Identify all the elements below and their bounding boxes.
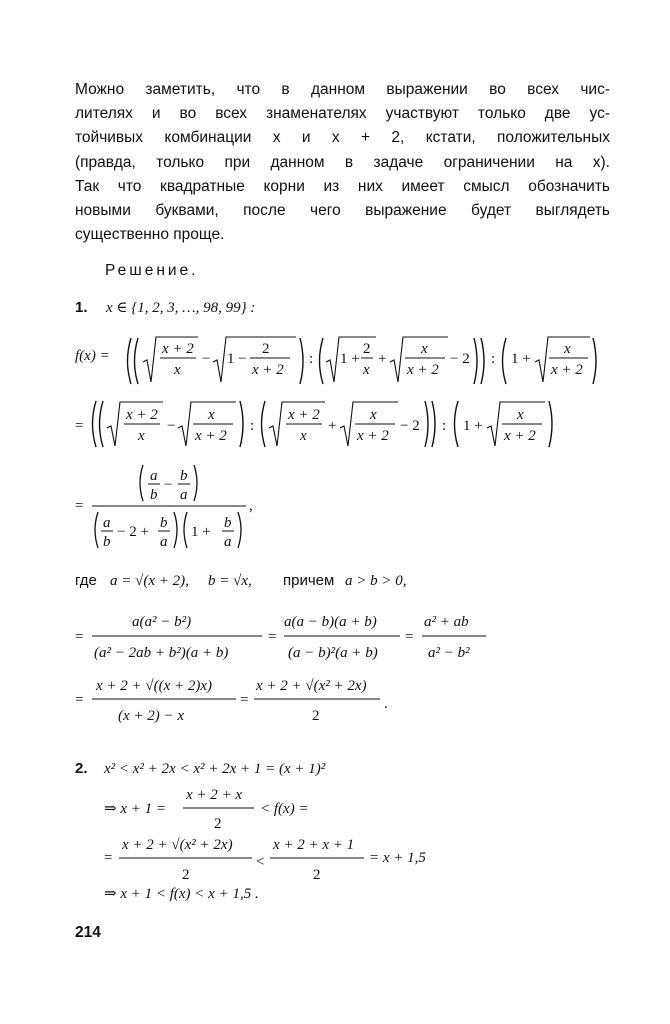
svg-text:=: = [240, 692, 249, 708]
svg-text:x² < x² + 2x < x² + 2x + 1 = (: x² < x² + 2x < x² + 2x + 1 = (x + 1)² [104, 761, 326, 777]
svg-text:(x + 2) − x: (x + 2) − x [118, 708, 185, 724]
svg-text:x + 2: x + 2 [504, 428, 536, 444]
svg-text:2: 2 [363, 341, 371, 357]
svg-text:b: b [224, 515, 232, 531]
svg-text:a(a − b)(a + b): a(a − b)(a + b) [284, 614, 377, 630]
svg-text:=: = [104, 850, 113, 866]
svg-text:a(a² − b²): a(a² − b²) [132, 614, 192, 630]
svg-text:=: = [75, 418, 84, 434]
svg-text:−: − [167, 418, 176, 434]
svg-text:b: b [160, 515, 168, 531]
svg-text:x + 2 + x: x + 2 + x [186, 787, 243, 803]
svg-text:a: a [160, 534, 168, 550]
svg-text:2: 2 [262, 341, 270, 357]
svg-text:a: a [180, 487, 188, 503]
svg-text:2: 2 [214, 816, 222, 832]
svg-text:x: x [138, 428, 145, 444]
svg-text:+: + [328, 418, 337, 434]
svg-text:a: a [224, 534, 232, 550]
svg-text:a² + ab: a² + ab [424, 614, 469, 630]
svg-text:x + 2: x + 2 [195, 428, 227, 444]
formula-line-2 [75, 401, 552, 447]
step-2 [75, 760, 426, 902]
svg-text:1 +: 1 + [340, 351, 360, 367]
svg-text:x: x [564, 341, 571, 357]
text-line: Так что квадратные корни из них имеет смысл обозначить [75, 177, 610, 195]
svg-text:x: x [300, 428, 307, 444]
svg-text:x: x [174, 362, 181, 378]
svg-text:x: x [208, 407, 215, 423]
svg-text:1 +: 1 + [511, 351, 531, 367]
svg-text:− 2: − 2 [450, 351, 470, 367]
svg-text:a > b > 0,: a > b > 0, [345, 573, 407, 589]
text-line: Можно заметить, что в данном выражении во всех чис- [75, 81, 610, 98]
step-number: 1. [75, 299, 88, 316]
formula-line-6 [75, 678, 388, 724]
svg-text:< f(x) =: < f(x) = [260, 801, 309, 817]
svg-text:x + 2: x + 2 [252, 362, 284, 378]
svg-text:x: x [363, 362, 370, 378]
svg-text:1 −: 1 − [227, 351, 247, 367]
svg-text:где: где [75, 572, 97, 589]
svg-text:2: 2 [313, 867, 321, 883]
f-label: f(x) = [75, 348, 110, 364]
svg-text:b: b [103, 534, 111, 550]
svg-text:⇒ x + 1 =: ⇒ x + 1 = [104, 801, 166, 817]
svg-text:2.: 2. [75, 760, 88, 777]
svg-text:x: x [421, 341, 428, 357]
svg-text:,: , [249, 498, 253, 514]
text-line: тойчивых комбинации x и x + 2, кстати, положительных [75, 129, 610, 147]
svg-text:= x + 1,5: = x + 1,5 [369, 850, 426, 866]
svg-text::: : [309, 351, 314, 367]
page-number: 214 [75, 924, 101, 941]
svg-text:=: = [75, 629, 84, 645]
svg-text:x + 2 + √(x² + 2x): x + 2 + √(x² + 2x) [122, 837, 233, 853]
svg-text:a = √(x + 2),: a = √(x + 2), [110, 573, 189, 589]
svg-text:x + 2 + √(x² + 2x): x + 2 + √(x² + 2x) [256, 678, 367, 694]
svg-text:x + 2: x + 2 [126, 407, 158, 423]
svg-text:x + 2: x + 2 [551, 362, 583, 378]
svg-text:x + 2: x + 2 [162, 341, 194, 357]
text-line: (правда, только при данном в задаче ограничении на x). [75, 153, 610, 171]
svg-text::: : [442, 418, 447, 434]
svg-text:−: − [164, 477, 173, 493]
svg-text:=: = [75, 498, 84, 514]
svg-text:x + 2 + x + 1: x + 2 + x + 1 [273, 837, 355, 853]
svg-text:=: = [405, 629, 414, 645]
solution-heading: Решение. [105, 262, 199, 279]
svg-text:x + 2: x + 2 [357, 428, 389, 444]
svg-text:=: = [268, 629, 277, 645]
svg-text:(a² − 2ab + b²)(a + b): (a² − 2ab + b²)(a + b) [94, 645, 229, 661]
svg-text:2: 2 [312, 708, 320, 724]
svg-text::: : [250, 418, 255, 434]
svg-text:b = √x,: b = √x, [208, 573, 252, 589]
svg-text:.: . [384, 696, 388, 712]
svg-text:+: + [378, 351, 387, 367]
svg-text:⇒ x + 1 < f(x) < x + 1,5 .: ⇒ x + 1 < f(x) < x + 1,5 . [104, 886, 259, 902]
formula-line-3 [75, 465, 253, 550]
svg-text:b: b [150, 487, 158, 503]
svg-text:x + 2: x + 2 [288, 407, 320, 423]
svg-text:2: 2 [182, 867, 190, 883]
svg-text:=: = [75, 692, 84, 708]
svg-text:a² − b²: a² − b² [428, 645, 470, 661]
svg-text:<: < [256, 854, 265, 870]
svg-text:1 +: 1 + [191, 524, 211, 540]
text-line: существенно проще. [75, 226, 225, 244]
svg-text:причем: причем [283, 572, 335, 589]
svg-text:x: x [517, 407, 524, 423]
svg-text:(a − b)²(a + b): (a − b)²(a + b) [288, 645, 378, 661]
domain-statement: x ∈ {1, 2, 3, …, 98, 99} : [106, 300, 256, 316]
svg-text:x + 2 + √((x + 2)x): x + 2 + √((x + 2)x) [96, 678, 213, 694]
svg-text:a: a [103, 515, 111, 531]
text-line: новыми буквами, после чего выражение будет выглядеть [75, 202, 610, 220]
svg-text:1 +: 1 + [463, 418, 483, 434]
substitution-line [75, 572, 407, 589]
svg-text:− 2: − 2 [400, 418, 420, 434]
svg-text:a: a [150, 468, 158, 484]
svg-text::: : [491, 351, 496, 367]
svg-text:b: b [180, 468, 188, 484]
svg-text:− 2 +: − 2 + [117, 524, 149, 540]
svg-text:x + 2: x + 2 [407, 362, 439, 378]
svg-text:x: x [370, 407, 377, 423]
formula-line-5 [75, 614, 486, 661]
text-line: лителях и во всех знаменателях участвуют только две ус- [75, 105, 610, 123]
svg-text:−: − [202, 351, 211, 367]
formula-line-1 [75, 337, 596, 384]
